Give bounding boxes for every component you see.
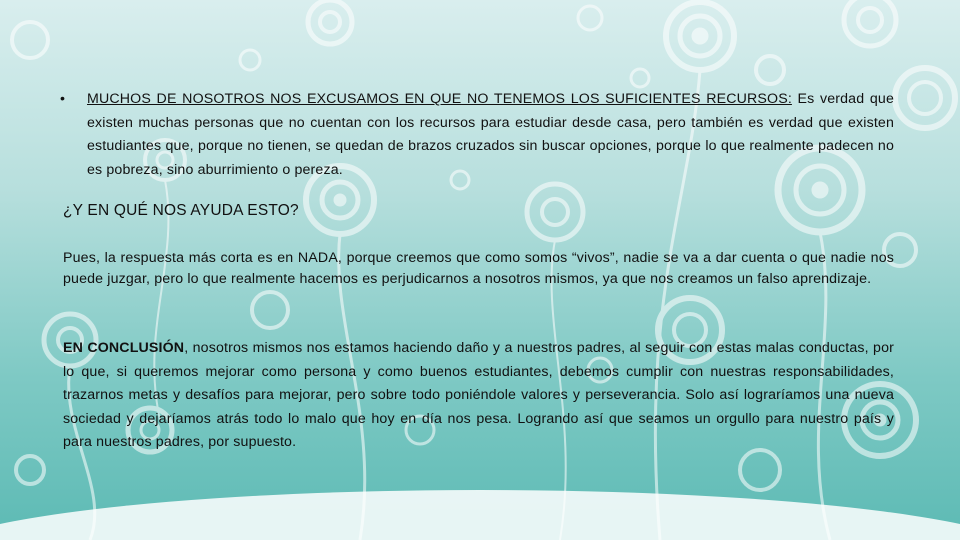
bullet-text (87, 88, 894, 182)
bullet-lead-underlined: MUCHOS DE NOSOTROS NOS EXCUSAMOS EN QUE NO TENEMOS LOS SUFICIENTES RECURSOS: (87, 91, 792, 107)
conclusion-body: , nosotros mismos nos estamos haciendo daño y a nuestros padres, al seguir con estas malas conductas, por lo que, si queremos mejorar como persona y como buenos estudiantes, debemos cumplir con nuestras responsabilidades, trazarnos metas y desafíos para mejorar, pero sobre todo poniéndole valores y perseverancia. Solo así lograríamos una nueva sociedad y dejaríamos atrás todo lo malo que hoy en día nos pesa. Logrando así que seamos un orgullo para nuestro país y para nuestros padres, por supuesto. (63, 340, 894, 450)
bullet-body: Es verdad que existen muchas personas que no cuentan con los recursos para estudiar desde casa, pero también es verdad que existen estudiantes que, porque no tienen, se quedan de brazos cruzados sin buscar opciones, porque lo que realmente padecen no es pobreza, sino aburrimiento o pereza. (87, 91, 894, 178)
bullet-marker: • (60, 91, 66, 107)
paragraph-conclusion (63, 337, 894, 455)
paragraph-answer: Pues, la respuesta más corta es en NADA, porque creemos que como somos “vivos”, nadie se va a dar cuenta o que nadie nos puede juzgar, pero lo que realmente hacemos es perjudicarnos a nosotros mismos, ya que nos creamos un falso aprendizaje. (63, 250, 894, 287)
section-heading: ¿Y EN QUÉ NOS AYUDA ESTO? (63, 202, 299, 219)
bullet-point (60, 88, 894, 182)
conclusion-lead-bold: EN CONCLUSIÓN (63, 340, 185, 356)
